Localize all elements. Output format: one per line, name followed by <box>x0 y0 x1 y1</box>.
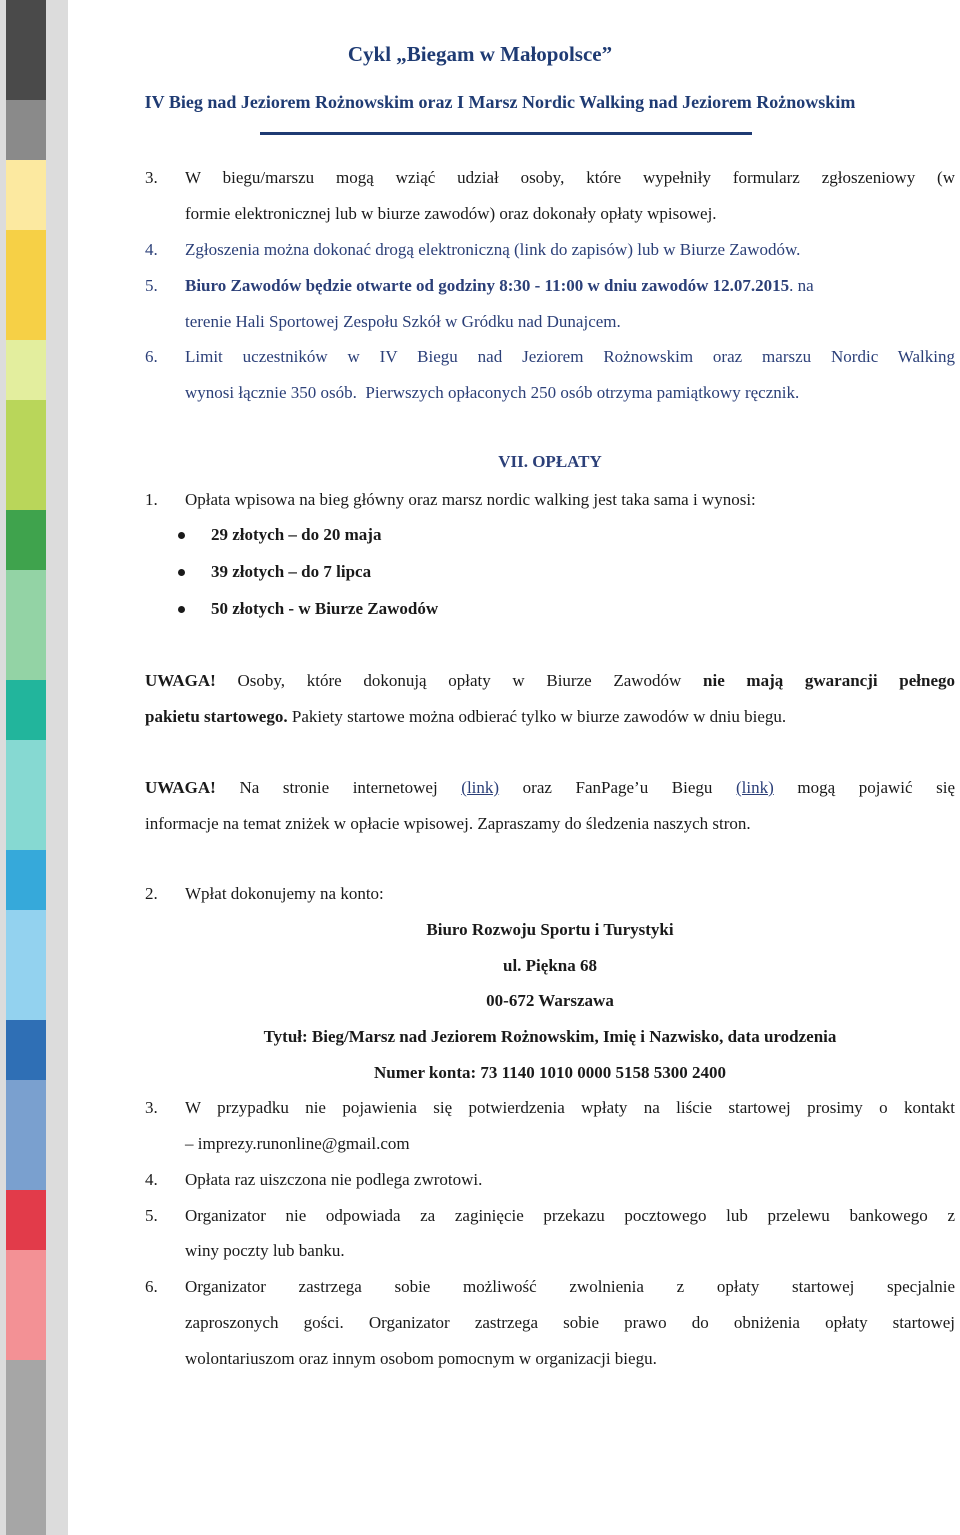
fee-item: 50 złotych - w Biurze Zawodów <box>211 599 439 618</box>
item-number: 4. <box>145 240 158 259</box>
stripe-block-yellow <box>6 230 46 340</box>
warning-text: Na stronie internetowej <box>239 778 438 797</box>
stripe-block-light-teal <box>6 740 46 850</box>
item-number: 2. <box>145 884 158 903</box>
transfer-title: Tytuł: Bieg/Marsz nad Jeziorem Rożnowskim, Imię i Nazwisko, data urodzenia <box>263 1027 837 1046</box>
stripe-block-light-sky <box>6 910 46 1020</box>
section-heading: VII. OPŁATY <box>498 452 602 471</box>
warning-text: Pakiety startowe można odbierać tylko w biurze zawodów w dniu biegu. <box>291 707 787 726</box>
paragraph-line: Organizator zastrzega sobie możliwość zwolnienia z opłaty startowej specjalnie <box>185 1277 955 1296</box>
bullet-icon <box>178 569 185 576</box>
warning-bold: pakietu startowego. <box>145 707 288 726</box>
paragraph-line <box>185 276 814 296</box>
bullet-icon <box>178 606 185 613</box>
stripe-block-pink <box>6 1250 46 1360</box>
item-number: 5. <box>145 1206 158 1225</box>
warning-text: mogą pojawić się <box>797 778 956 797</box>
stripe-block-teal <box>6 680 46 740</box>
paragraph-line: Organizator nie odpowiada za zaginięcie przekazu pocztowego lub przelewu bankowego z <box>185 1206 955 1225</box>
stripe-block-red <box>6 1190 46 1250</box>
office-hours-rest: . na <box>789 276 814 295</box>
warning-line <box>145 778 955 798</box>
warning-text: oraz FanPage’u Biegu <box>522 778 713 797</box>
item-number: 3. <box>145 168 158 187</box>
paragraph-line <box>185 383 799 403</box>
account-holder: Biuro Rozwoju Sportu i Turystyki <box>426 920 674 939</box>
warning-text: Osoby, które dokonują opłaty w Biurze Zawodów <box>237 671 682 690</box>
website-link[interactable]: (link) <box>461 778 500 797</box>
bullet-icon <box>178 532 185 539</box>
item-number: 5. <box>145 276 158 295</box>
paragraph-line: zaproszonych gości. Organizator zastrzega sobie prawo do obniżenia opłaty startowej <box>185 1313 955 1332</box>
paragraph-line: W biegu/marszu mogą wziąć udział osoby, które wypełniły formularz zgłoszeniowy (w <box>185 168 955 187</box>
paragraph-line: formie elektronicznej lub w biurze zawodów) oraz dokonały opłaty wpisowej. <box>185 204 717 223</box>
item-number: 3. <box>145 1098 158 1117</box>
paragraph-line: Opłata wpisowa na bieg główny oraz marsz nordic walking jest taka sama i wynosi: <box>185 490 756 509</box>
stripe-block-lime <box>6 400 46 510</box>
fee-item: 29 złotych – do 20 maja <box>211 525 382 544</box>
participant-limit: wynosi łącznie 350 osób. <box>185 383 357 402</box>
paragraph-line: Zgłoszenia można dokonać drogą elektroniczną (link do zapisów) lub w Biurze Zawodów. <box>185 240 801 259</box>
stripe-block-light-lime <box>6 340 46 400</box>
paragraph-line: wolontariuszom oraz innym osobom pomocnym w organizacji biegu. <box>185 1349 657 1368</box>
fanpage-link[interactable]: (link) <box>736 778 774 797</box>
document-series-title: Cykl „Biegam w Małopolsce” <box>347 42 613 66</box>
item-number: 4. <box>145 1170 158 1189</box>
document-event-title: IV Bieg nad Jeziorem Rożnowskim oraz I Marsz Nordic Walking nad Jeziorem Rożnowskim <box>144 92 856 112</box>
item-number: 6. <box>145 1277 158 1296</box>
item-number: 1. <box>145 490 158 509</box>
warning-bold: nie mają gwarancji pełnego <box>703 671 955 690</box>
paragraph-line: Opłata raz uiszczona nie podlega zwrotowi. <box>185 1170 483 1189</box>
stripe-block-light-blue <box>6 1080 46 1190</box>
paragraph-line: winy poczty lub banku. <box>185 1241 345 1260</box>
warning-line: informacje na temat zniżek w opłacie wpisowej. Zapraszamy do śledzenia naszych stron. <box>145 814 751 833</box>
paragraph-line: terenie Hali Sportowej Zespołu Szkół w Gródku nad Dunajcem. <box>185 312 621 331</box>
stripe-block-light-green <box>6 570 46 680</box>
warning-label: UWAGA! <box>145 778 216 797</box>
towel-note: Pierwszych opłaconych 250 osób otrzyma pamiątkowy ręcznik. <box>365 383 800 402</box>
paragraph-line: Limit uczestników w IV Biegu nad Jeziorem Rożnowskim oraz marszu Nordic Walking <box>185 347 955 366</box>
decorative-color-stripe <box>0 0 68 1535</box>
stripe-block-bottom-gray <box>6 1360 46 1535</box>
account-street: ul. Piękna 68 <box>503 956 597 975</box>
stripe-block-blue <box>6 1020 46 1080</box>
stripe-block-green <box>6 510 46 570</box>
fee-item: 39 złotych – do 7 lipca <box>211 562 372 581</box>
paragraph-line: Wpłat dokonujemy na konto: <box>185 884 384 903</box>
account-city: 00-672 Warszawa <box>486 991 614 1010</box>
stripe-block-sky <box>6 850 46 910</box>
office-hours-bold: Biuro Zawodów będzie otwarte od godziny 8:30 - 11:00 w dniu zawodów 12.07.2015 <box>185 276 790 295</box>
warning-line <box>145 671 955 691</box>
item-number: 6. <box>145 347 158 366</box>
warning-label: UWAGA! <box>145 671 216 690</box>
paragraph-line: W przypadku nie pojawienia się potwierdzenia wpłaty na liście startowej prosimy o kontakt <box>185 1098 955 1117</box>
header-divider <box>260 132 752 135</box>
contact-email: – imprezy.runonline@gmail.com <box>185 1134 410 1153</box>
stripe-block-light-yellow <box>6 160 46 230</box>
account-number: Numer konta: 73 1140 1010 0000 5158 5300 2400 <box>374 1063 726 1082</box>
warning-line <box>145 707 786 727</box>
